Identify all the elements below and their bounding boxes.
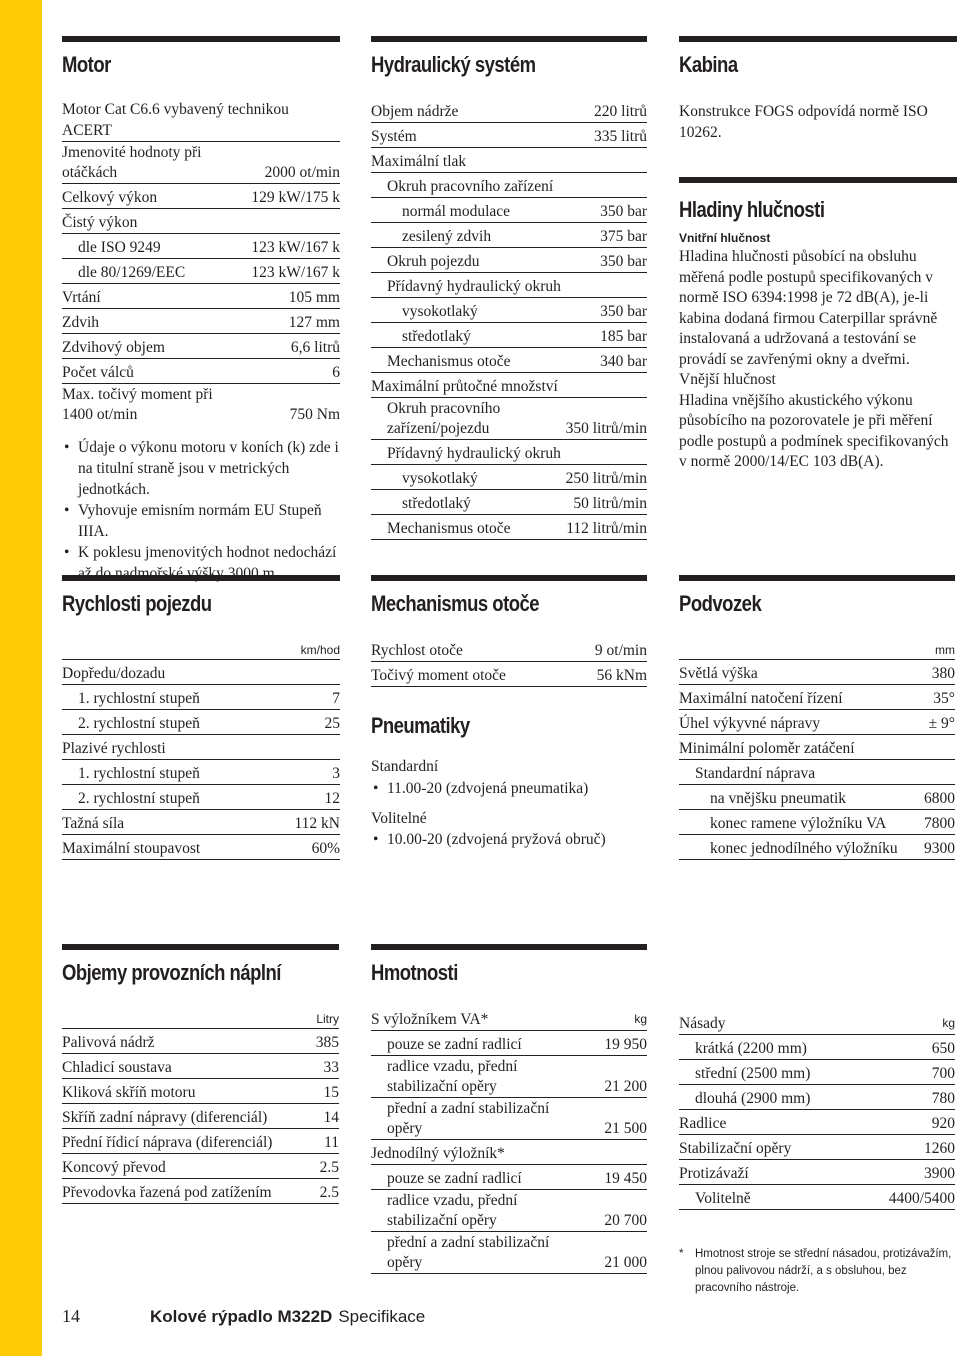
spec-value: 700	[931, 1065, 955, 1082]
spec-row	[371, 298, 647, 323]
section-title: Hmotnosti	[371, 960, 458, 985]
spec-value: 380	[931, 665, 955, 682]
spec-row	[62, 785, 340, 810]
spec-label: Okruh pojezdu	[387, 253, 480, 270]
hydraulics-header	[371, 36, 647, 98]
noise-header	[679, 177, 957, 233]
spec-label: 2. rychlostní stupeň	[78, 790, 200, 807]
spec-value: 19 450	[604, 1170, 647, 1187]
spec-row	[371, 1232, 647, 1274]
noise-outer-text: Hladina vnějšího akustického výkonu působícího na pozorovatele je při měření podle postupů a podmínek specifikovaných v normě 2000/14/EC 103 dB(A).	[679, 391, 949, 470]
side-stripe	[0, 0, 42, 1356]
spec-value: 250 litrů/min	[565, 470, 647, 487]
spec-row	[62, 735, 340, 760]
spec-value: 3900	[924, 1165, 955, 1182]
spec-row	[679, 835, 955, 860]
spec-row	[62, 284, 340, 309]
spec-row	[679, 810, 955, 835]
spec-label: Skříň zadní nápravy (diferenciál)	[62, 1109, 268, 1126]
spec-row	[371, 1190, 647, 1232]
spec-value: 19 950	[604, 1036, 647, 1053]
weights-section	[371, 944, 647, 1274]
travel-header	[62, 575, 340, 637]
spec-value: 25	[324, 715, 340, 732]
sticks-section	[679, 1010, 955, 1297]
spec-value: 185 bar	[600, 328, 647, 345]
fluids-header	[62, 944, 339, 1006]
spec-label: Plazivé rychlosti	[62, 740, 166, 757]
unit-label: km/hod	[62, 637, 340, 660]
spec-label: Jmenovité hodnoty při otáčkách	[62, 144, 202, 181]
spec-row	[371, 223, 647, 248]
spec-row	[371, 173, 647, 198]
spec-label: 1. rychlostní stupeň	[78, 690, 200, 707]
spec-label: S výložníkem VA*	[371, 1011, 489, 1028]
swing-header	[371, 575, 647, 637]
spec-row	[62, 660, 340, 685]
spec-row	[679, 710, 955, 735]
spec-label: normál modulace	[402, 203, 511, 220]
spec-label: radlice vzadu, přední stabilizační opěry	[387, 1192, 518, 1229]
spec-row	[371, 198, 647, 223]
spec-label: Systém	[371, 128, 417, 145]
spec-row	[62, 685, 340, 710]
spec-value: 6	[332, 364, 340, 381]
spec-value: 20 700	[604, 1212, 647, 1229]
spec-value: 56 kNm	[596, 667, 647, 684]
spec-label: Standardní náprava	[695, 765, 816, 782]
spec-value: 350 litrů/min	[565, 420, 647, 437]
spec-row	[371, 490, 647, 515]
spec-row	[371, 662, 647, 687]
spec-label: Volitelně	[695, 1190, 751, 1207]
spec-row	[679, 1060, 955, 1085]
spec-label: Palivová nádrž	[62, 1034, 155, 1051]
spec-value: ± 9°	[928, 715, 955, 732]
spec-value: 3	[332, 765, 340, 782]
spec-value: 15	[323, 1084, 339, 1101]
spec-row	[371, 348, 647, 373]
spec-label: dle ISO 9249	[78, 239, 161, 256]
section-title: Hydraulický systém	[371, 52, 536, 77]
spec-row	[371, 515, 647, 540]
spec-value: 7800	[924, 815, 955, 832]
spec-value: 335 litrů	[594, 128, 647, 145]
spec-label: konec ramene výložníku VA	[710, 815, 887, 832]
cab-header	[679, 36, 957, 98]
spec-row	[371, 1165, 647, 1190]
spec-row	[371, 398, 647, 440]
spec-row	[679, 1135, 955, 1160]
spec-label: krátká (2200 mm)	[695, 1040, 807, 1057]
spec-value: 127 mm	[288, 314, 340, 331]
weights-footnote	[679, 1246, 955, 1297]
spec-label: Max. točivý moment při 1400 ot/min	[62, 386, 213, 423]
spec-label: Maximální natočení řízení	[679, 690, 843, 707]
table-row	[62, 1104, 339, 1129]
spec-row	[62, 309, 340, 334]
noise-inner-title: Vnitřní hlučnost	[679, 231, 771, 245]
spec-label: dlouhá (2900 mm)	[695, 1090, 811, 1107]
spec-label: Koncový převod	[62, 1159, 166, 1176]
spec-row	[679, 1035, 955, 1060]
spec-row	[62, 384, 340, 425]
spec-row	[679, 660, 955, 685]
noise-outer-title: Vnější hlučnost	[679, 371, 776, 388]
table-row	[62, 1054, 339, 1079]
spec-row	[679, 685, 955, 710]
unit-label: kg	[634, 1012, 647, 1026]
travel-section	[62, 575, 340, 860]
spec-label: Mechanismus otoče	[387, 520, 511, 537]
section-title: Motor	[62, 52, 111, 77]
table-row	[62, 1079, 339, 1104]
spec-row	[371, 373, 647, 398]
spec-row	[62, 710, 340, 735]
section-title: Hladiny hlučnosti	[679, 197, 825, 222]
spec-row	[371, 148, 647, 173]
spec-row	[62, 334, 340, 359]
section-title: Kabina	[679, 52, 738, 77]
spec-label: Počet válců	[62, 364, 134, 381]
table-row	[62, 1129, 339, 1154]
spec-row	[62, 760, 340, 785]
spec-value: 4400/5400	[888, 1190, 955, 1207]
unit-label: Litry	[62, 1006, 339, 1029]
note-item: • K poklesu jmenovitých hodnot nedochází až do nadmořské výšky 3000 m.	[62, 542, 340, 584]
spec-label: Tažná síla	[62, 815, 125, 832]
spec-row	[62, 234, 340, 259]
spec-value: 1260	[924, 1140, 955, 1157]
spec-row	[62, 259, 340, 284]
weights-header	[371, 944, 647, 1006]
spec-label: Kliková skříň motoru	[62, 1084, 196, 1101]
spec-label: Přídavný hydraulický okruh	[387, 445, 561, 462]
spec-row	[62, 359, 340, 384]
spec-label: Zdvihový objem	[62, 339, 165, 356]
tires-title: Pneumatiky	[371, 713, 470, 738]
table-row	[62, 1154, 339, 1179]
spec-label: Minimální poloměr zatáčení	[679, 740, 855, 757]
spec-row	[679, 1085, 955, 1110]
spec-label: Chladicí soustava	[62, 1059, 172, 1076]
spec-value: 60%	[311, 840, 340, 857]
spec-value: 33	[323, 1059, 339, 1076]
spec-value: 6,6 litrů	[290, 339, 340, 356]
spec-label: Točivý moment otoče	[371, 667, 506, 684]
spec-label: Rychlost otoče	[371, 642, 463, 659]
spec-value: 350 bar	[600, 303, 647, 320]
footer-title: Kolové rýpadlo M322D	[150, 1307, 333, 1326]
spec-row	[371, 1031, 647, 1056]
spec-value: 650	[931, 1040, 955, 1057]
spec-label: Úhel výkyvné nápravy	[679, 715, 821, 732]
spec-label: 2. rychlostní stupeň	[78, 715, 200, 732]
spec-label: na vnějšku pneumatik	[710, 790, 847, 807]
spec-label: zesilený zdvih	[402, 228, 492, 245]
spec-label: pouze se zadní radlicí	[387, 1036, 522, 1053]
spec-value: 123 kW/167 k	[251, 239, 340, 256]
spec-label: Dopředu/dozadu	[62, 665, 166, 682]
unit-label: kg	[942, 1016, 955, 1030]
spec-value: 112 kN	[294, 815, 340, 832]
section-title: Rychlosti pojezdu	[62, 591, 212, 616]
spec-row	[62, 810, 340, 835]
spec-label: střední (2500 mm)	[695, 1065, 811, 1082]
spec-label: radlice vzadu, přední stabilizační opěry	[387, 1058, 518, 1095]
spec-label: Objem nádrže	[371, 103, 459, 120]
spec-value: 350 bar	[600, 203, 647, 220]
spec-value: 375 bar	[600, 228, 647, 245]
spec-value: 112 litrů/min	[566, 520, 647, 537]
note-item: • Vyhovuje emisním normám EU Stupeň IIIA.	[62, 500, 340, 542]
spec-row	[679, 785, 955, 810]
page-number: 14	[62, 1306, 80, 1326]
spec-label: Přední řídicí náprava (diferenciál)	[62, 1134, 273, 1151]
spec-label: dle 80/1269/EEC	[78, 264, 186, 281]
spec-row	[679, 1160, 955, 1185]
section-title: Podvozek	[679, 591, 762, 616]
undercarriage-header	[679, 575, 955, 637]
spec-label: Celkový výkon	[62, 189, 158, 206]
spec-label: 1. rychlostní stupeň	[78, 765, 200, 782]
spec-value: 2.5	[319, 1159, 339, 1176]
spec-label: středotlaký	[402, 495, 471, 512]
spec-label: Motor Cat C6.6 vybavený technikou ACERT	[62, 101, 289, 139]
spec-label: konec jednodílného výložníku	[710, 840, 898, 857]
spec-value: 2.5	[319, 1184, 339, 1201]
spec-value: 21 200	[604, 1078, 647, 1095]
spec-label: Vrtání	[62, 289, 101, 306]
undercarriage-section	[679, 575, 955, 860]
cab-section	[679, 36, 957, 473]
spec-label: Světlá výška	[679, 665, 758, 682]
spec-row	[371, 465, 647, 490]
spec-value: 123 kW/167 k	[251, 264, 340, 281]
spec-row	[371, 1056, 647, 1098]
spec-label: přední a zadní stabilizační opěry	[387, 1100, 550, 1137]
motor-notes	[62, 437, 340, 584]
spec-label: vysokotlaký	[402, 470, 478, 487]
spec-value: 6800	[924, 790, 955, 807]
tire-item: • 11.00-20 (zdvojená pneumatika)	[371, 778, 647, 799]
spec-label: Stabilizační opěry	[679, 1140, 792, 1157]
spec-row	[371, 1098, 647, 1140]
spec-label: Maximální stoupavost	[62, 840, 201, 857]
swing-section	[371, 575, 647, 850]
spec-label: Okruh pracovního zařízení	[387, 178, 554, 195]
noise-inner-text: Hladina hlučnosti působící na obsluhu měřená podle postupů specifikovaných v normě ISO 6394:1998 je 72 dB(A), je-li kabina dodaná firmou Caterpillar správně instalovaná a udržovaná a testování se provádí se zavřenými okny a dveřmi.	[679, 248, 938, 368]
spec-value: 14	[323, 1109, 339, 1126]
spec-row	[371, 440, 647, 465]
spec-label: Maximální průtočné množství	[371, 378, 558, 395]
spec-label: středotlaký	[402, 328, 471, 345]
footnote-text: Hmotnost stroje se střední násadou, protizávažím, plnou palivovou nádrží, a s obsluhou, bez pracovního nástroje.	[695, 1248, 952, 1294]
spec-value: 780	[931, 1090, 955, 1107]
spec-value: 12	[324, 790, 340, 807]
footer-subtitle: Specifikace	[338, 1307, 426, 1326]
spec-row	[371, 273, 647, 298]
section-title: Objemy provozních náplní	[62, 960, 281, 985]
spec-label: Mechanismus otoče	[387, 353, 511, 370]
spec-label: Čistý výkon	[62, 214, 138, 231]
spec-label: Přídavný hydraulický okruh	[387, 278, 561, 295]
spec-row	[371, 637, 647, 662]
spec-row	[371, 323, 647, 348]
table-row	[62, 1029, 339, 1054]
spec-value: 21 500	[604, 1120, 647, 1137]
spec-row	[371, 98, 647, 123]
spec-value: 11	[324, 1134, 339, 1151]
motor-header	[62, 36, 340, 98]
spec-label: Okruh pracovního zařízení/pojezdu	[387, 400, 501, 437]
spec-value: 50 litrů/min	[573, 495, 647, 512]
spec-label: pouze se zadní radlicí	[387, 1170, 522, 1187]
tire-item: • 10.00-20 (zdvojená pryžová obruč)	[371, 829, 647, 850]
spec-value: 7	[332, 690, 340, 707]
tires-standard-label: Standardní	[371, 758, 439, 775]
spec-label: přední a zadní stabilizační opěry	[387, 1234, 550, 1271]
unit-label: mm	[679, 637, 955, 660]
page-footer	[62, 1306, 425, 1327]
spec-label: Jednodílný výložník*	[371, 1145, 505, 1162]
note-item: • Údaje o výkonu motoru v koních (k) zde i na titulní straně jsou v metrických jednotkách.	[62, 437, 340, 500]
spec-row	[62, 835, 340, 860]
cab-text: Konstrukce FOGS odpovídá normě ISO 10262.	[679, 103, 928, 141]
spec-row	[371, 123, 647, 148]
motor-section	[62, 36, 340, 584]
spec-value: 21 000	[604, 1254, 647, 1271]
spec-row	[62, 184, 340, 209]
spec-row	[679, 1185, 955, 1210]
spec-row	[62, 142, 340, 184]
spec-value: 340 bar	[600, 353, 647, 370]
spec-value: 9 ot/min	[594, 642, 647, 659]
spec-value: 350 bar	[600, 253, 647, 270]
spec-value: 9300	[924, 840, 955, 857]
spec-label: Maximální tlak	[371, 153, 467, 170]
tires-standard-list	[371, 778, 647, 799]
spec-label: Protizávaží	[679, 1165, 749, 1182]
spec-label: vysokotlaký	[402, 303, 478, 320]
hydraulics-section	[371, 36, 647, 540]
spec-label: Zdvih	[62, 314, 100, 331]
spec-row	[679, 735, 955, 760]
spec-value: 220 litrů	[594, 103, 647, 120]
spec-row	[371, 1006, 647, 1031]
spec-row	[62, 209, 340, 234]
spec-row	[62, 98, 340, 142]
spec-value: 920	[931, 1115, 955, 1132]
spec-label: Násady	[679, 1015, 726, 1032]
table-row	[62, 1179, 339, 1204]
section-title: Mechanismus otoče	[371, 591, 540, 616]
tires-optional-label: Volitelné	[371, 809, 427, 827]
fluids-section	[62, 944, 339, 1204]
spec-value: 2000 ot/min	[264, 164, 340, 181]
spec-value: 35°	[933, 690, 955, 707]
spec-label: Převodovka řazená pod zatížením	[62, 1184, 272, 1201]
spec-row	[371, 1140, 647, 1165]
spec-row	[371, 248, 647, 273]
spec-value: 750 Nm	[289, 406, 340, 423]
spec-value: 129 kW/175 k	[251, 189, 340, 206]
spec-row	[679, 1110, 955, 1135]
spec-label: Radlice	[679, 1115, 727, 1132]
spec-value: 385	[315, 1034, 339, 1051]
spec-value: 105 mm	[288, 289, 340, 306]
spec-row	[679, 760, 955, 785]
footnote-mark: *	[679, 1248, 684, 1260]
spec-row	[679, 1010, 955, 1035]
tires-optional-list	[371, 829, 647, 850]
